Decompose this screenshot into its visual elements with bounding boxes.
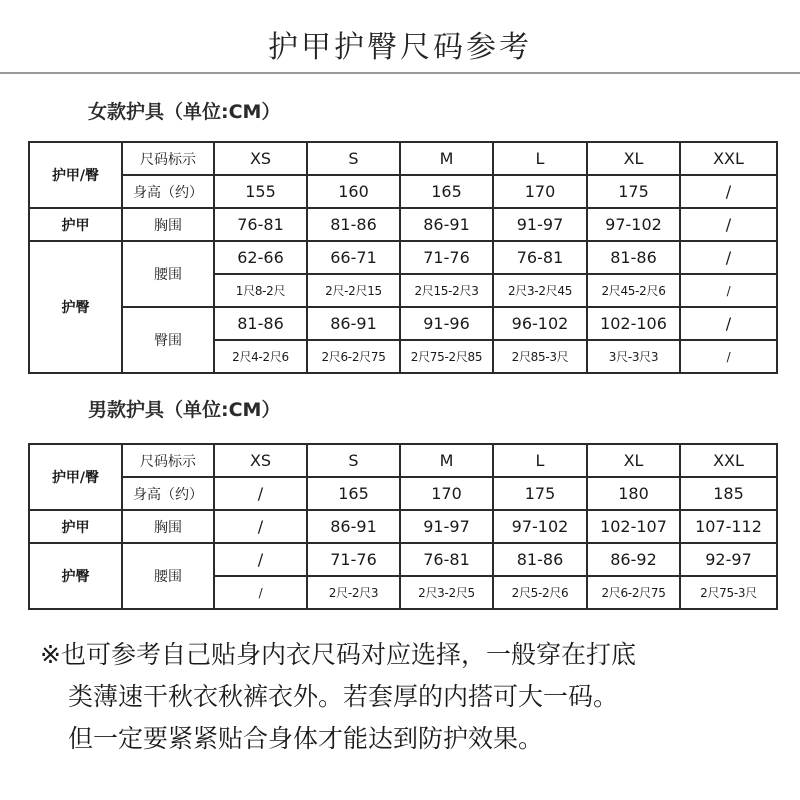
chest-cell: 86-91 [307, 510, 400, 543]
size-cell: XS [214, 444, 307, 477]
armor-label: 护甲 [29, 510, 122, 543]
height-cell: 170 [493, 175, 587, 208]
waist-cell: 76-81 [400, 543, 493, 576]
hip-cell: / [680, 307, 777, 340]
size-cell: XS [214, 142, 307, 175]
women-size-table [28, 141, 778, 374]
waist-cell: 81-86 [493, 543, 587, 576]
size-cell: S [307, 444, 400, 477]
table-row [29, 175, 777, 208]
row-label: 腰围 [122, 543, 214, 609]
table-row [29, 241, 777, 274]
waist-chi-cell: 2尺3-2尺5 [400, 576, 493, 609]
waist-chi-cell: 2尺15-2尺3 [400, 274, 493, 307]
waist-cell: / [680, 241, 777, 274]
height-cell: 165 [400, 175, 493, 208]
chest-cell: 81-86 [307, 208, 400, 241]
size-cell: M [400, 142, 493, 175]
hip-cell: 81-86 [214, 307, 307, 340]
row-label: 胸围 [122, 510, 214, 543]
women-section-title: 女款护具（单位:CM） [88, 101, 281, 123]
hip-chi-cell: / [680, 340, 777, 373]
hip-chi-cell: 2尺4-2尺6 [214, 340, 307, 373]
hip-cell: 91-96 [400, 307, 493, 340]
chest-cell: 97-102 [587, 208, 680, 241]
waist-chi-cell: / [680, 274, 777, 307]
group-header: 护甲/臀 [29, 444, 122, 510]
page-title: 护甲护臀尺码参考 [268, 30, 532, 65]
chest-cell: 91-97 [493, 208, 587, 241]
waist-chi-cell: 2尺-2尺3 [307, 576, 400, 609]
row-label: 腰围 [122, 241, 214, 307]
height-cell: 175 [587, 175, 680, 208]
note-line: 类薄速干秋衣秋裤衣外。若套厚的内搭可大一码。 [68, 682, 619, 711]
size-cell: S [307, 142, 400, 175]
hip-cell: 96-102 [493, 307, 587, 340]
table-row [29, 543, 777, 576]
hip-chi-cell: 2尺75-2尺85 [400, 340, 493, 373]
chest-cell: 76-81 [214, 208, 307, 241]
size-cell: XXL [680, 142, 777, 175]
table-row [29, 444, 777, 477]
waist-cell: 71-76 [307, 543, 400, 576]
table-row [29, 142, 777, 175]
height-cell: 175 [493, 477, 587, 510]
waist-chi-cell: / [214, 576, 307, 609]
size-cell: L [493, 142, 587, 175]
size-cell: XXL [680, 444, 777, 477]
row-label: 臀围 [122, 307, 214, 373]
height-cell: / [214, 477, 307, 510]
waist-cell: 92-97 [680, 543, 777, 576]
height-cell: 185 [680, 477, 777, 510]
row-label: 尺码标示 [122, 444, 214, 477]
size-cell: L [493, 444, 587, 477]
waist-chi-cell: 2尺45-2尺6 [587, 274, 680, 307]
size-cell: XL [587, 444, 680, 477]
waist-chi-cell: 2尺6-2尺75 [587, 576, 680, 609]
chest-cell: / [680, 208, 777, 241]
height-cell: 155 [214, 175, 307, 208]
row-label: 身高（约） [122, 175, 214, 208]
group-header: 护甲/臀 [29, 142, 122, 208]
note-line: ※也可参考自己贴身内衣尺码对应选择，一般穿在打底 [40, 640, 636, 669]
armor-label: 护甲 [29, 208, 122, 241]
note-line: 但一定要紧紧贴合身体才能达到防护效果。 [68, 724, 544, 753]
chest-cell: 107-112 [680, 510, 777, 543]
chest-cell: / [214, 510, 307, 543]
men-section-title: 男款护具（单位:CM） [88, 399, 281, 421]
table-row [29, 307, 777, 340]
row-label: 身高（约） [122, 477, 214, 510]
height-cell: 165 [307, 477, 400, 510]
chest-cell: 102-107 [587, 510, 680, 543]
waist-cell: 76-81 [493, 241, 587, 274]
waist-cell: 71-76 [400, 241, 493, 274]
waist-chi-cell: 2尺3-2尺45 [493, 274, 587, 307]
title-divider [0, 72, 800, 74]
waist-cell: 62-66 [214, 241, 307, 274]
chest-cell: 97-102 [493, 510, 587, 543]
waist-chi-cell: 1尺8-2尺 [214, 274, 307, 307]
hip-guard-label: 护臀 [29, 543, 122, 609]
table-row [29, 510, 777, 543]
men-size-table [28, 443, 778, 610]
hip-cell: 102-106 [587, 307, 680, 340]
height-cell: 170 [400, 477, 493, 510]
hip-chi-cell: 3尺-3尺3 [587, 340, 680, 373]
waist-cell: 86-92 [587, 543, 680, 576]
hip-chi-cell: 2尺6-2尺75 [307, 340, 400, 373]
chest-cell: 86-91 [400, 208, 493, 241]
waist-chi-cell: 2尺75-3尺 [680, 576, 777, 609]
height-cell: / [680, 175, 777, 208]
row-label: 胸围 [122, 208, 214, 241]
hip-guard-label: 护臀 [29, 241, 122, 373]
height-cell: 160 [307, 175, 400, 208]
waist-chi-cell: 2尺-2尺15 [307, 274, 400, 307]
row-label: 尺码标示 [122, 142, 214, 175]
table-row [29, 208, 777, 241]
hip-cell: 86-91 [307, 307, 400, 340]
height-cell: 180 [587, 477, 680, 510]
chest-cell: 91-97 [400, 510, 493, 543]
size-cell: XL [587, 142, 680, 175]
waist-cell: 66-71 [307, 241, 400, 274]
fitting-note [40, 634, 790, 760]
size-cell: M [400, 444, 493, 477]
table-row [29, 477, 777, 510]
waist-cell: 81-86 [587, 241, 680, 274]
waist-cell: / [214, 543, 307, 576]
hip-chi-cell: 2尺85-3尺 [493, 340, 587, 373]
waist-chi-cell: 2尺5-2尺6 [493, 576, 587, 609]
